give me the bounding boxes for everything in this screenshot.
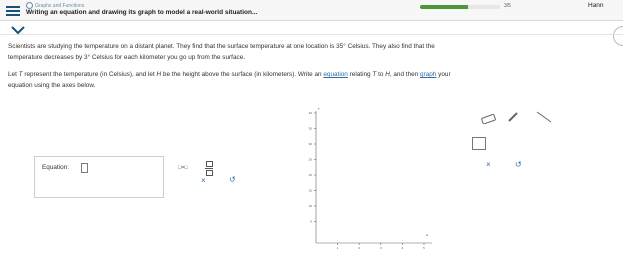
x-tick-label: 3 <box>379 246 382 250</box>
x-tick-label: 5 <box>423 246 425 250</box>
equation-input[interactable] <box>81 163 88 173</box>
problem-paragraph-1: Scientists are studying the temperature on a distant planet. They find that the surface temperature at one location is 35° Celsius. They also find that the temperature decreases by 3° Celsius for each kilometer you go up from the surface. <box>8 43 435 61</box>
divider <box>0 34 623 35</box>
progress-fill <box>420 5 468 9</box>
y-tick-label: 35 <box>308 126 312 131</box>
menu-icon[interactable] <box>6 4 20 16</box>
circle-icon[interactable] <box>613 26 623 46</box>
y-tick-label: 30 <box>308 142 312 146</box>
y-tick-label: 25 <box>308 157 312 162</box>
y-tick-label: 20 <box>308 173 312 177</box>
y-tick-label: 15 <box>308 188 312 193</box>
top-bar <box>0 0 623 21</box>
table-icon[interactable] <box>472 137 486 150</box>
x-tick-label: 4 <box>401 246 404 250</box>
graph-link[interactable]: graph <box>420 71 437 78</box>
pencil-icon[interactable] <box>507 110 519 128</box>
user-name[interactable]: Hann <box>588 2 604 9</box>
equation-panel <box>34 156 164 198</box>
undo-equation-button[interactable]: ↺ <box>229 175 236 184</box>
undo-graph-button[interactable]: ↺ <box>515 160 522 169</box>
x-tick-label: 1 <box>336 246 339 250</box>
equation-link[interactable]: equation <box>323 71 348 78</box>
problem-text <box>8 41 603 97</box>
x-axis-label: H <box>426 233 429 237</box>
progress-bar <box>420 5 500 9</box>
eraser-icon[interactable] <box>480 111 498 129</box>
page-title: Writing an equation and drawing its graph to model a real-world situation... <box>26 9 258 16</box>
clear-equation-button[interactable]: × <box>201 176 206 185</box>
equation-label: Equation: <box>42 164 70 171</box>
problem-paragraph-2: Let T represent the temperature (in Celsius), and let H be the height above the surface (in kilometers). Write an equation relating T to H, and then graph your equation using the axes below. <box>8 71 451 89</box>
y-tick-label: 5 <box>310 219 312 224</box>
clear-graph-button[interactable]: × <box>486 160 491 169</box>
coordinate-graph[interactable] <box>292 106 452 256</box>
progress-label: 3/5 <box>504 3 511 9</box>
line-tool-icon[interactable] <box>536 110 552 128</box>
x-tick-label: 2 <box>358 246 361 250</box>
topic-circle-icon <box>26 2 33 9</box>
topic-label: Graphs and Functions <box>26 2 84 9</box>
y-tick-label: 40 <box>308 111 312 115</box>
y-tick-label: 10 <box>308 204 312 208</box>
fraction-button[interactable] <box>205 161 213 176</box>
equals-template-button[interactable]: □=□ <box>178 165 188 171</box>
chevron-down-icon[interactable] <box>10 22 26 32</box>
y-axis-label: T <box>318 107 320 111</box>
